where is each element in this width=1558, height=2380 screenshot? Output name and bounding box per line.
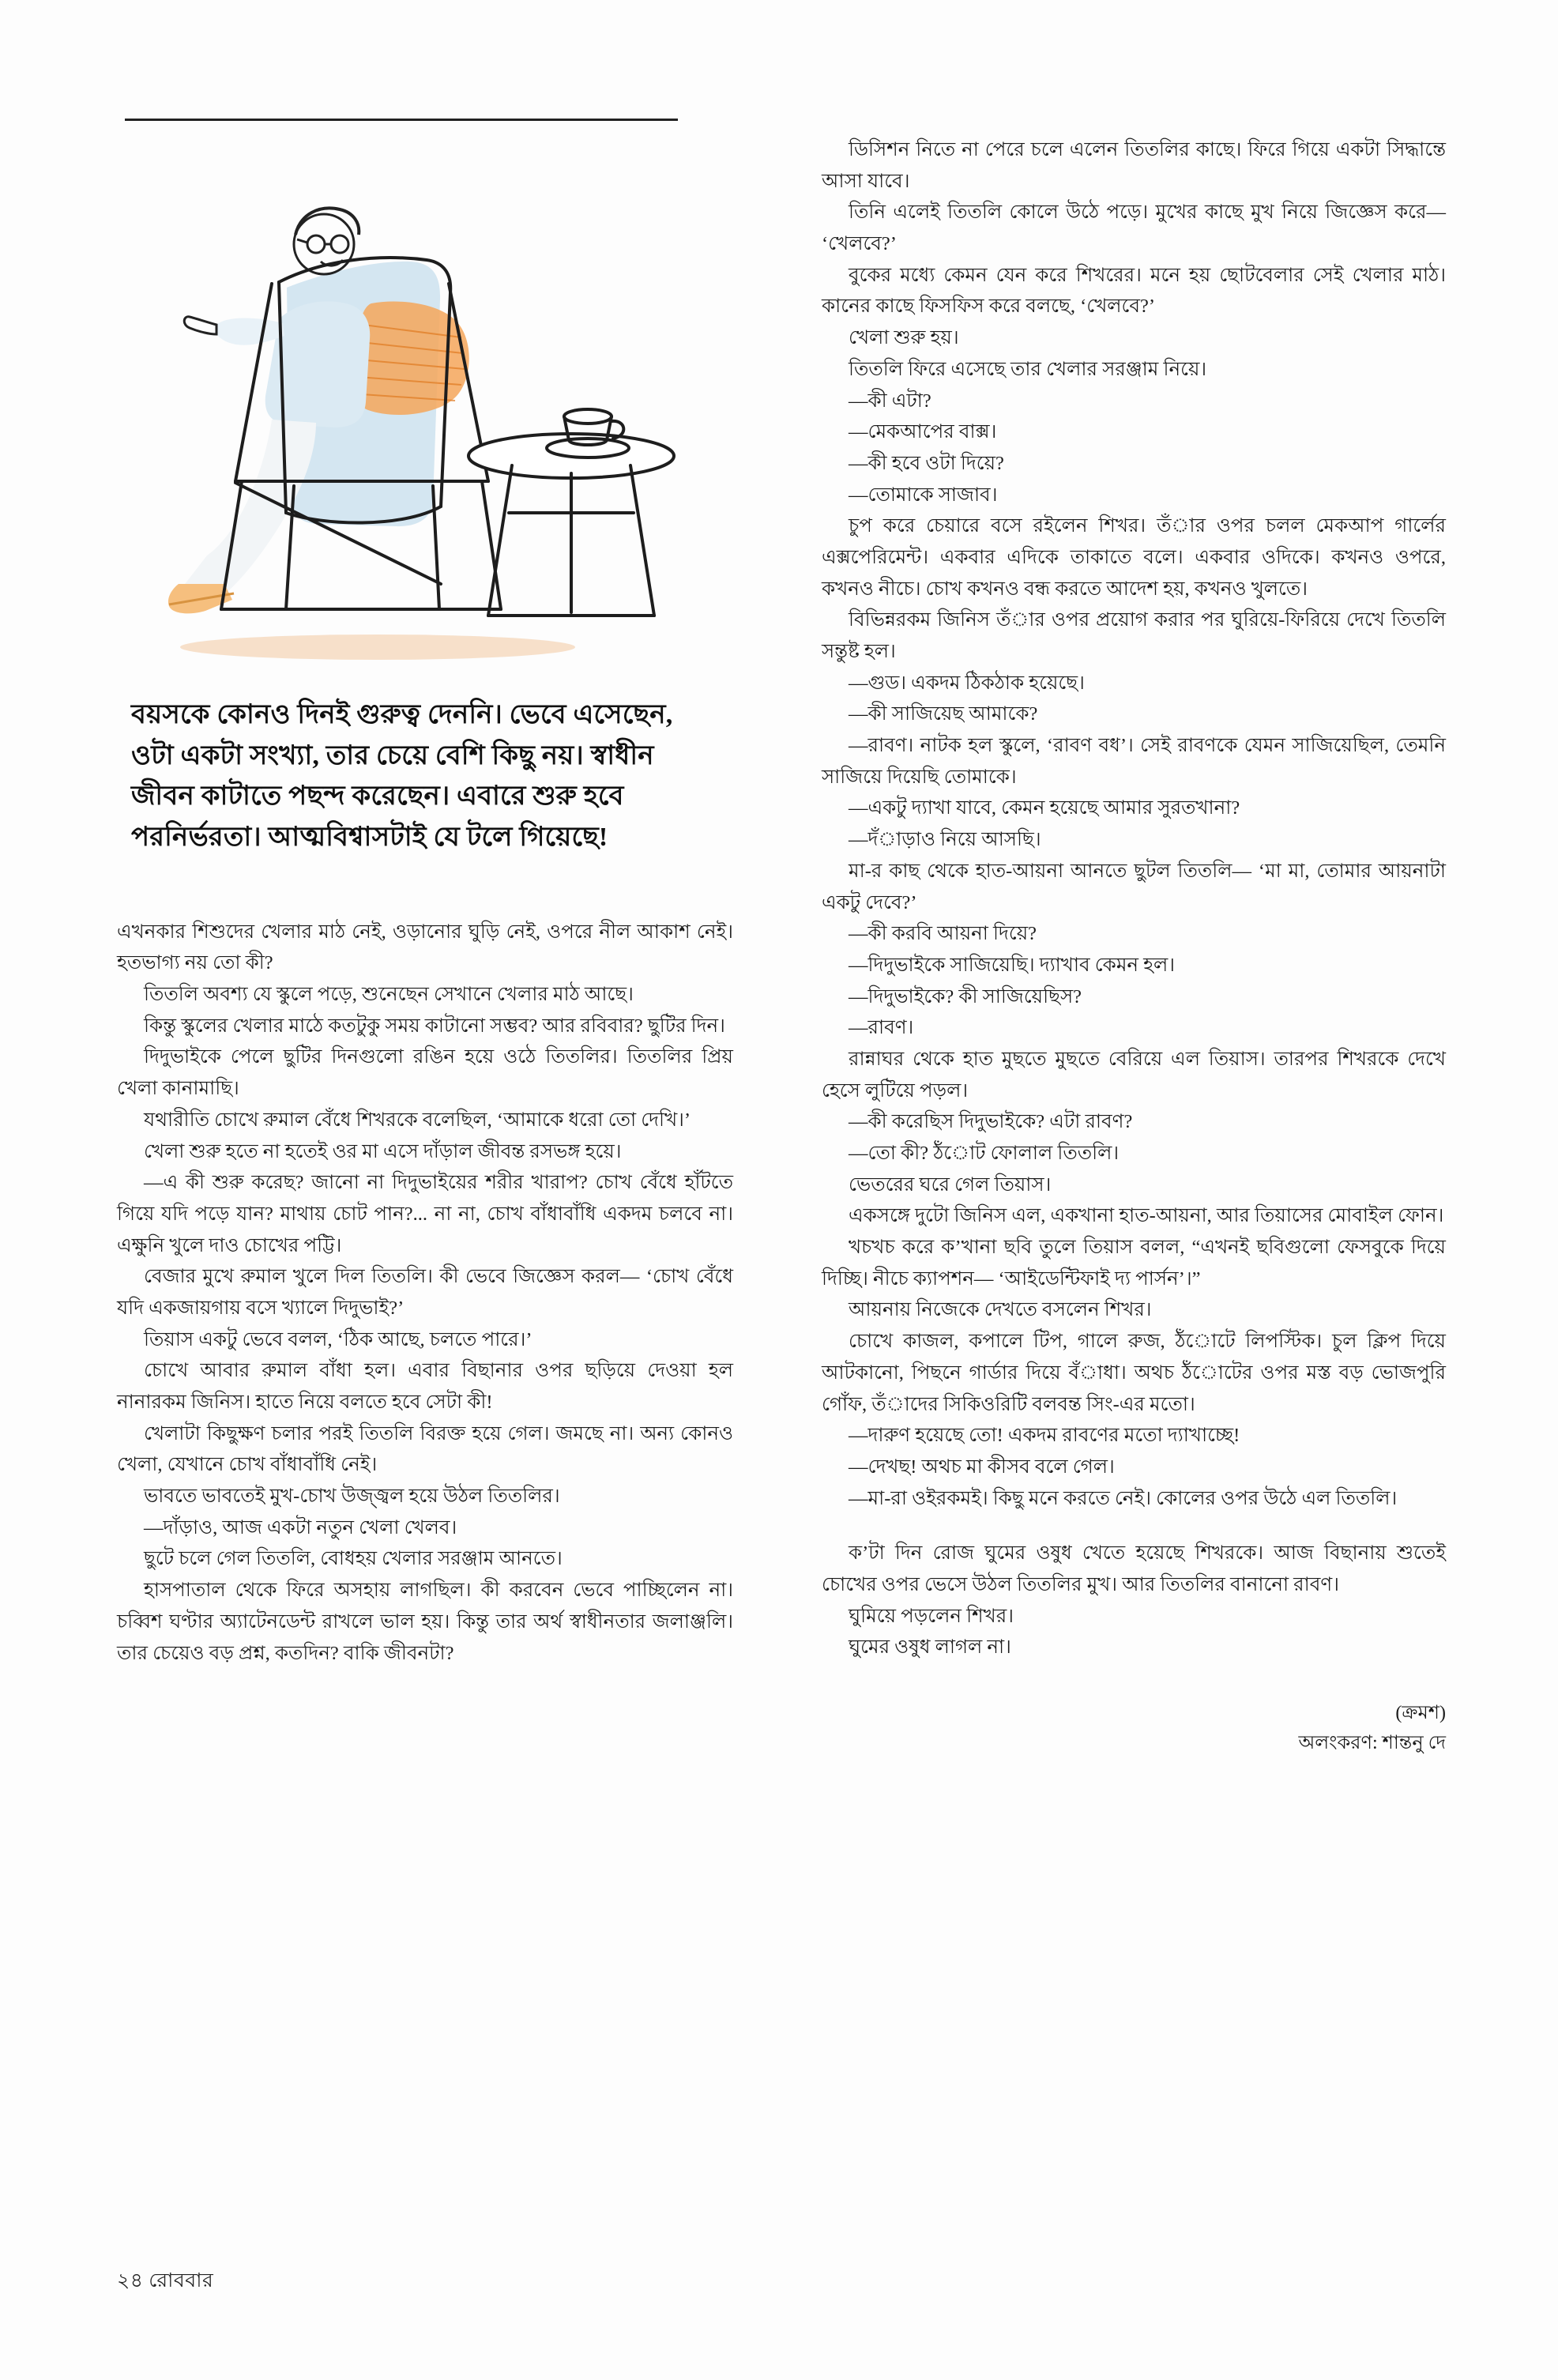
- page-folio: ২৪ রোববার: [117, 2270, 214, 2292]
- paragraph: দিদুভাইকে পেলে ছুটির দিনগুলো রঙিন হয়ে ওঠে তিতলির। তিতলির প্রিয় খেলা কানামাছি।: [117, 1046, 733, 1100]
- paragraph: আয়নায় নিজেকে দেখতে বসলেন শিখর।: [849, 1299, 1152, 1321]
- paragraph: ক’টা দিন রোজ ঘুমের ওষুধ খেতে হয়েছে শিখরকে। আজ বিছানায় শুতেই চোখের ওপর ভেসে উঠল তিতলির মুখ। আর তিতলির বানানো রাবণ।: [822, 1542, 1446, 1595]
- illustrator-credit: অলংকরণ: শান্তনু দে: [1298, 1733, 1446, 1754]
- paragraph: তিতলি ফিরে এসেছে তার খেলার সরঞ্জাম নিয়ে।: [849, 358, 1207, 380]
- dialog-line: —মেকআপের বাক্স।: [849, 421, 997, 443]
- dialog-line: —একটু দ্যাখা যাবে, কেমন হয়েছে আমার সুরতখানা?: [849, 797, 1240, 819]
- left-column: [117, 119, 733, 1669]
- dialog-line: —কী এটা?: [849, 390, 931, 412]
- paragraph: একসঙ্গে দুটো জিনিস এল, একখানা হাত-আয়না, আর তিয়াসের মোবাইল ফোন।: [849, 1205, 1444, 1227]
- right-column: [822, 134, 1446, 1759]
- paragraph: ডিসিশন নিতে না পেরে চলে এলেন তিতলির কাছে। ফিরে গিয়ে একটা সিদ্ধান্তে আসা যাবে।: [822, 139, 1446, 192]
- dialog-line: —কী সাজিয়েছ আমাকে?: [849, 703, 1038, 725]
- paragraph: বিভিন্নরকম জিনিস তঁার ওপর প্রয়োগ করার পর ঘুরিয়ে-ফিরিয়ে দেখে তিতলি সন্তুষ্ট হল।: [822, 609, 1446, 662]
- paragraph: ছুটে চলে গেল তিতলি, বোধহয় খেলার সরঞ্জাম আনতে।: [144, 1548, 563, 1570]
- paragraph: বেজার মুখে রুমাল খুলে দিল তিতলি। কী ভেবে জিজ্ঞেস করল— ‘চোখ বেঁধে যদি একজায়গায় বসে খ্যালে দিদুভাই?’: [117, 1266, 733, 1319]
- dialog-line: —মা-রা ওইরকমই। কিছু মনে করতে নেই। কোলের ওপর উঠে এল তিতলি।: [849, 1487, 1398, 1509]
- paragraph: তিতলি অবশ্য যে স্কুলে পড়ে, শুনেছেন সেখানে খেলার মাঠ আছে।: [144, 984, 634, 1006]
- dialog-line: —কী করবি আয়না দিয়ে?: [849, 923, 1037, 945]
- paragraph: খেলাটা কিছুক্ষণ চলার পরই তিতলি বিরক্ত হয়ে গেল। জমছে না। অন্য কোনও খেলা, যেখানে চোখ বাঁধাবাঁধি নেই।: [117, 1422, 733, 1476]
- paragraph: ভেতরের ঘরে গেল তিয়াস।: [849, 1173, 1052, 1196]
- paragraph: বুকের মধ্যে কেমন যেন করে শিখরের। মনে হয় ছোটবেলার সেই খেলার মাঠ। কানের কাছে ফিসফিস করে বলছে, ‘খেলবে?’: [822, 264, 1446, 318]
- paragraph: রান্নাঘর থেকে হাত মুছতে মুছতে বেরিয়ে এল তিয়াস। তারপর শিখরকে দেখে হেসে লুটিয়ে পড়ল।: [822, 1048, 1446, 1102]
- dialog-line: —দারুণ হয়েছে তো! একদম রাবণের মতো দ্যাখাচ্ছে!: [849, 1425, 1240, 1447]
- dialog-line: —কী হবে ওটা দিয়ে?: [849, 452, 1004, 474]
- dialog-line: —দেখছ! অথচ মা কীসব বলে গেল।: [849, 1455, 1115, 1478]
- right-column-body: [822, 134, 1446, 1663]
- end-matter: [822, 1698, 1446, 1759]
- paragraph: ভাবতে ভাবতেই মুখ-চোখ উজ্জ্বল হয়ে উঠল তিতলির।: [144, 1486, 560, 1508]
- dialog-line: —রাবণ।: [849, 1017, 914, 1039]
- dialog-line: —দিদুভাইকে? কী সাজিয়েছিস?: [849, 985, 1082, 1007]
- dialog-line: —রাবণ। নাটক হল স্কুলে, ‘রাবণ বধ’। সেই রাবণকে যেমন সাজিয়েছিল, তেমনি সাজিয়ে দিয়েছি তোমাকে।: [822, 735, 1446, 788]
- left-column-body: [117, 917, 733, 1670]
- paragraph: এখনকার শিশুদের খেলার মাঠ নেই, ওড়ানোর ঘুড়ি নেই, ওপরে নীল আকাশ নেই। হতভাগ্য নয় তো কী?: [117, 921, 733, 974]
- story-illustration: [117, 141, 733, 687]
- paragraph: হাসপাতাল থেকে ফিরে অসহায় লাগছিল। কী করবেন ভেবে পাচ্ছিলেন না। চব্বিশ ঘণ্টার অ্যাটেনডেন্ট রাখলে ভাল হয়। কিন্তু তার অর্থ স্বাধীনতার জলাঞ্জলি। তার চেয়েও বড় প্রশ্ন, কতদিন? বাকি জীবনটা?: [117, 1580, 733, 1664]
- paragraph: মা-র কাছ থেকে হাত-আয়না আনতে ছুটল তিতলি— ‘মা মা, তোমার আয়নাটা একটু দেবে?’: [822, 860, 1446, 913]
- paragraph: —এ কী শুরু করেছ? জানো না দিদুভাইয়ের শরীর খারাপ? চোখ বেঁধে হাঁটতে গিয়ে যদি পড়ে যান? মাথায় চোট পান?... না না, চোখ বাঁধাবাঁধি একদম চলবে না। এক্ষুনি খুলে দাও চোখের পট্টি।: [117, 1172, 733, 1256]
- paragraph: —দাঁড়াও, আজ একটা নতুন খেলা খেলব।: [144, 1516, 457, 1538]
- paragraph: যথারীতি চোখে রুমাল বেঁধে শিখরকে বলেছিল, ‘আমাকে ধরো তো দেখি।’: [144, 1109, 691, 1131]
- continuation-note: (ক্রমশ): [1395, 1703, 1446, 1723]
- dialog-line: —তো কী? ঠঁোট ফোলাল তিতলি।: [849, 1143, 1120, 1164]
- paragraph: চুপ করে চেয়ারে বসে রইলেন শিখর। তঁার ওপর চলল মেকআপ গার্লের এক্সপেরিমেন্ট। একবার এদিকে তাকাতে বলে। একবার ওদিকে। কখনও ওপরে, কখনও নীচে। চোখ কখনও বন্ধ করতে আদেশ হয়, কখনও খুলতে।: [822, 515, 1446, 600]
- dialog-line: —গুড। একদম ঠিকঠাক হয়েছে।: [849, 672, 1085, 694]
- paragraph: খেলা শুরু হতে না হতেই ওর মা এসে দাঁড়াল জীবন্ত রসভঙ্গ হয়ে।: [144, 1140, 622, 1162]
- paragraph: ঘুমের ওষুধ লাগল না।: [849, 1636, 1011, 1659]
- dialog-line: —দঁাড়াও নিয়ে আসছি।: [849, 829, 1041, 851]
- dialog-line: —কী করেছিস দিদুভাইকে? এটা রাবণ?: [849, 1111, 1133, 1133]
- pull-quote: বয়সকে কোনও দিনই গুরুত্ব দেননি। ভেবে এসেছেন, ওটা একটা সংখ্যা, তার চেয়ে বেশি কিছু নয়। স্বাধীন জীবন কাটাতে পছন্দ করেছেন। এবারে শুরু হবে পরনির্ভরতা। আত্মবিশ্বাসটাই যে টলে গিয়েছে!: [131, 700, 673, 853]
- dialog-line: —তোমাকে সাজাব।: [849, 484, 998, 506]
- paragraph: তিনি এলেই তিতলি কোলে উঠে পড়ে। মুখের কাছে মুখ নিয়ে জিজ্ঞেস করে— ‘খেলবে?’: [822, 201, 1446, 255]
- top-divider-rule: [125, 119, 678, 121]
- paragraph: খেলা শুরু হয়।: [849, 327, 959, 349]
- paragraph: চোখে কাজল, কপালে টিপ, গালে রুজ, ঠঁোটে লিপস্টিক। চুল ক্লিপ দিয়ে আটকানো, পিছনে গার্ডার দিয়ে বঁাধা। অথচ ঠঁোটের ওপর মস্ত বড় ভোজপুরি গোঁফ, তঁাদের সিকিওরিটি বলবন্ত সিং-এর মতো।: [822, 1331, 1446, 1415]
- paragraph: কিন্তু স্কুলের খেলার মাঠে কতটুকু সময় কাটানো সম্ভব? আর রবিবার? ছুটির দিন।: [144, 1015, 725, 1037]
- paragraph: খচখচ করে ক’খানা ছবি তুলে তিয়াস বলল, “এখনই ছবিগুলো ফেসবুকে দিয়ে দিচ্ছি। নীচে ক্যাপশন— ‘আইডেন্টিফাই দ্য পার্সন’।”: [822, 1237, 1446, 1290]
- paragraph: তিয়াস একটু ভেবে বলল, ‘ঠিক আছে, চলতে পারে।’: [144, 1328, 533, 1350]
- dialog-line: —দিদুভাইকে সাজিয়েছি। দ্যাখাব কেমন হল।: [849, 954, 1176, 976]
- paragraph: চোখে আবার রুমাল বাঁধা হল। এবার বিছানার ওপর ছড়িয়ে দেওয়া হল নানারকম জিনিস। হাতে নিয়ে বলতে হবে সেটা কী!: [117, 1360, 733, 1413]
- paragraph: ঘুমিয়ে পড়লেন শিখর।: [849, 1605, 1014, 1627]
